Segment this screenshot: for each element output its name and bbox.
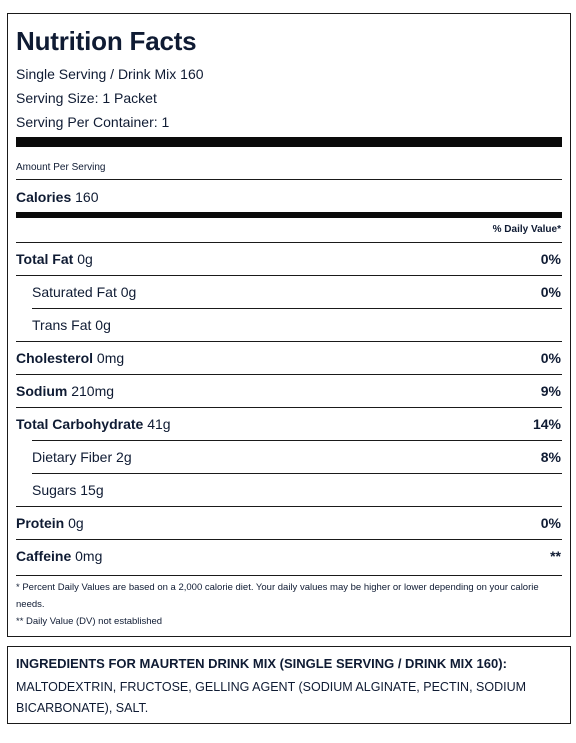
nutrient-label: Sodium	[16, 383, 68, 399]
divider	[16, 575, 562, 576]
nutrient-daily-value: 9%	[540, 383, 561, 399]
nutrient-amount: 0mg	[75, 548, 103, 564]
nutrient-label: Total Fat	[16, 251, 74, 267]
thick-divider	[16, 137, 562, 147]
ingredients-heading: INGREDIENTS FOR MAURTEN DRINK MIX (SINGLE SERVING / DRINK MIX 160):	[16, 656, 507, 671]
nutrient-row-caffeine	[16, 540, 562, 573]
dv-not-established-footnote: ** Daily Value (DV) not established	[16, 616, 163, 627]
calories-row	[16, 189, 99, 205]
nutrient-row-protein	[16, 507, 562, 540]
nutrient-label: Dietary Fiber	[32, 449, 113, 465]
nutrient-amount: 2g	[116, 449, 132, 465]
nutrient-daily-value: 8%	[540, 449, 561, 465]
servings-per-container: Serving Per Container: 1	[16, 114, 170, 130]
nutrition-facts-panel	[7, 13, 571, 637]
nutrient-row-saturated-fat	[16, 276, 562, 309]
nutrient-row-sodium	[16, 375, 562, 408]
medium-divider	[16, 212, 562, 218]
nutrient-row-trans-fat	[16, 309, 562, 342]
nutrient-amount: 0g	[77, 251, 93, 267]
percent-daily-value-footnote: * Percent Daily Values are based on a 2,000 calorie diet. Your daily values may be higher or lower depending on your calorie needs.	[16, 582, 539, 610]
nutrient-row-total-carbohydrate	[16, 408, 562, 441]
nutrient-label: Trans Fat	[32, 317, 92, 333]
nutrient-amount: 15g	[80, 482, 104, 498]
nutrient-label: Cholesterol	[16, 350, 94, 366]
ingredients-list: MALTODEXTRIN, FRUCTOSE, GELLING AGENT (SODIUM ALGINATE, PECTIN, SODIUM BICARBONATE), SALT.	[16, 680, 527, 715]
calories-label: Calories	[16, 189, 72, 205]
divider	[16, 179, 562, 180]
nutrient-row-sugars	[16, 474, 562, 507]
nutrient-daily-value: 0%	[540, 284, 561, 300]
nutrient-amount: 41g	[147, 416, 171, 432]
nutrient-row-total-fat	[16, 243, 562, 276]
nutrient-row-cholesterol	[16, 342, 562, 375]
serving-size: Serving Size: 1 Packet	[16, 90, 157, 106]
nutrient-amount: 210mg	[71, 383, 115, 399]
panel-title: Nutrition Facts	[16, 26, 197, 56]
serving-description: Single Serving / Drink Mix 160	[16, 66, 204, 82]
nutrient-daily-value: 14%	[532, 416, 561, 432]
nutrient-amount: 0g	[95, 317, 111, 333]
ingredients-panel	[7, 646, 571, 724]
amount-per-serving-label: Amount Per Serving	[16, 162, 106, 173]
nutrient-label: Saturated Fat	[32, 284, 117, 300]
calories-value: 160	[75, 189, 99, 205]
nutrient-label: Sugars	[32, 482, 77, 498]
daily-value-header: % Daily Value*	[492, 224, 561, 235]
nutrient-daily-value: 0%	[540, 515, 561, 531]
nutrient-label: Caffeine	[16, 548, 72, 564]
nutrient-amount: 0g	[68, 515, 84, 531]
nutrient-daily-value: 0%	[540, 350, 561, 366]
nutrient-amount: 0mg	[96, 350, 125, 366]
nutrient-daily-value: 0%	[540, 251, 561, 267]
nutrient-daily-value: **	[550, 548, 561, 564]
nutrient-label: Total Carbohydrate	[16, 416, 144, 432]
nutrient-amount: 0g	[120, 284, 137, 300]
nutrient-label: Protein	[16, 515, 65, 531]
nutrient-row-dietary-fiber	[16, 441, 562, 474]
